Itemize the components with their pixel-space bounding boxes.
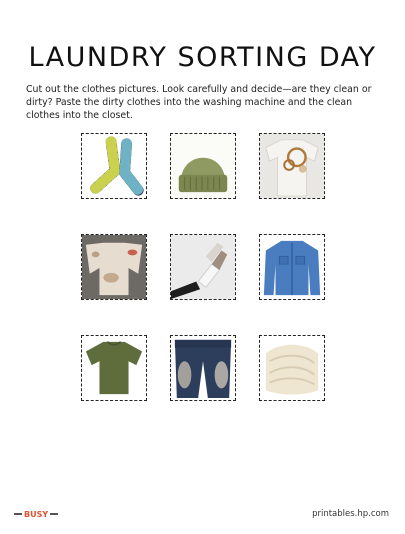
logo-dash-icon bbox=[50, 511, 58, 517]
logo-dash-icon bbox=[14, 511, 22, 517]
green-tshirt-icon bbox=[82, 336, 146, 400]
folded-blanket-icon bbox=[260, 336, 324, 400]
dirty-socks-on-feet-icon bbox=[171, 235, 235, 299]
stained-tshirt-icon bbox=[260, 134, 324, 198]
denim-jacket-card[interactable] bbox=[259, 234, 325, 300]
dirty-sweatshirt-icon bbox=[82, 235, 146, 299]
dirty-jeans-icon bbox=[171, 336, 235, 400]
footer-url[interactable]: printables.hp.com bbox=[312, 509, 389, 519]
blanket-card[interactable] bbox=[259, 335, 325, 401]
green-tshirt-card[interactable] bbox=[81, 335, 147, 401]
instructions-text: Cut out the clothes pictures. Look carefully and decide—are they clean or dirty? Paste the dirty clothes into the washing machine and the clean clothes into the closet. bbox=[26, 84, 372, 121]
busy-logo bbox=[14, 508, 58, 520]
stained-tshirt-card[interactable] bbox=[259, 133, 325, 199]
knit-beanie-icon bbox=[171, 134, 235, 198]
striped-socks-icon bbox=[82, 134, 146, 198]
beanie-card[interactable] bbox=[170, 133, 236, 199]
dirty-jeans-card[interactable] bbox=[170, 335, 236, 401]
worksheet-title: LAUNDRY SORTING DAY bbox=[28, 42, 377, 73]
dirty-socks-card[interactable] bbox=[170, 234, 236, 300]
denim-jacket-icon bbox=[260, 235, 324, 299]
dirty-sweatshirt-card[interactable] bbox=[81, 234, 147, 300]
socks-card[interactable] bbox=[81, 133, 147, 199]
logo-text: BUSY bbox=[24, 509, 49, 519]
